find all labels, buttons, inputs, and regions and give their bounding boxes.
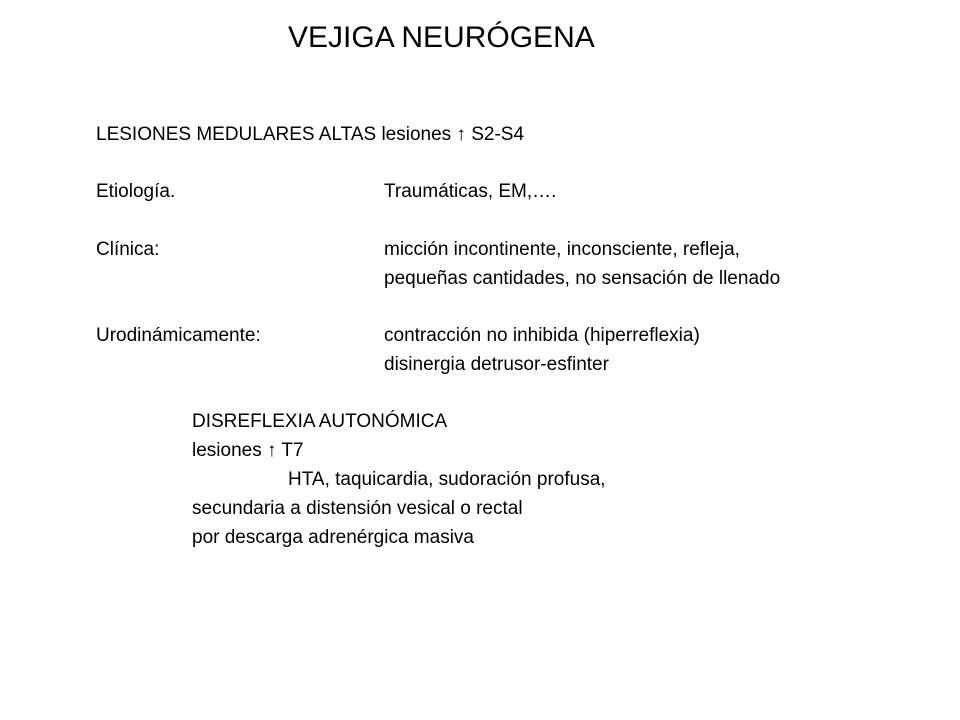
disreflexia-cause-1: secundaria a distensión vesical o rectal [192,498,523,519]
etiologia-label: Etiología. [96,181,176,202]
clinica-label: Clínica: [96,239,160,260]
etiologia-value: Traumáticas, EM,…. [384,181,557,202]
disreflexia-lesion: lesiones ↑ T7 [192,440,304,461]
urodinamica-label: Urodinámicamente: [96,325,261,346]
disreflexia-symptoms: HTA, taquicardia, sudoración profusa, [288,469,606,490]
urodinamica-value-line-2: disinergia detrusor-esfinter [384,354,609,375]
section-heading: LESIONES MEDULARES ALTAS lesiones ↑ S2-S4 [96,124,525,145]
disreflexia-cause-2: por descarga adrenérgica masiva [192,527,474,548]
clinica-value-line-2: pequeñas cantidades, no sensación de llenado [384,268,781,289]
clinica-value-line-1: micción incontinente, inconsciente, refleja, [384,239,740,260]
disreflexia-heading: DISREFLEXIA AUTONÓMICA [192,411,448,432]
slide-title: VEJIGA NEURÓGENA [288,21,595,54]
urodinamica-value-line-1: contracción no inhibida (hiperreflexia) [384,325,700,346]
